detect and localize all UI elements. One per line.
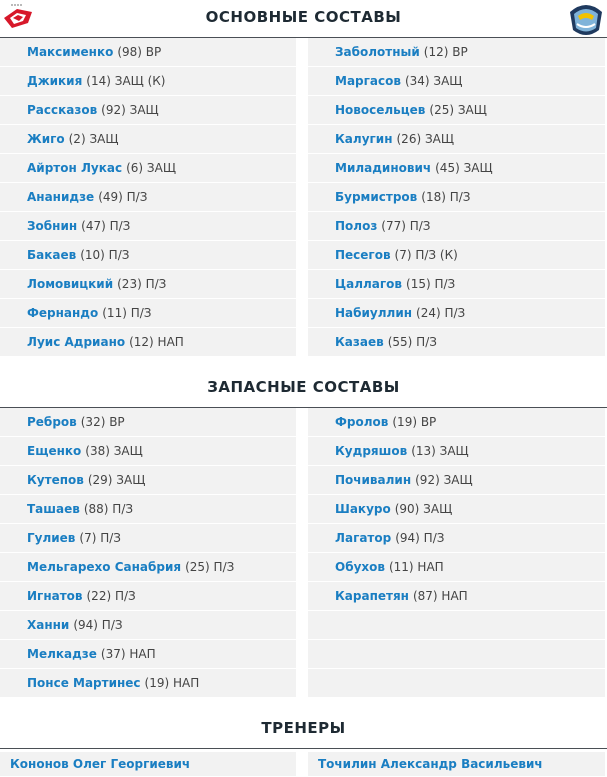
player-row: [0, 553, 296, 582]
player-name-link[interactable]: Зобнин: [27, 219, 78, 233]
player-row: [308, 67, 605, 96]
coaches-divider: [0, 748, 607, 749]
player-name-link[interactable]: Миладинович: [335, 161, 432, 175]
player-name-link[interactable]: Бакаев: [27, 248, 77, 262]
player-row: [308, 125, 605, 154]
player-number-position: (98) ВР: [117, 45, 162, 59]
player-row: [0, 669, 296, 698]
player-row: [308, 212, 605, 241]
player-row: [0, 241, 296, 270]
player-number-position: (24) П/З: [416, 306, 466, 320]
player-number-position: (7) П/З: [79, 531, 121, 545]
player-number-position: (26) ЗАЩ: [396, 132, 454, 146]
player-row: [308, 408, 605, 437]
player-row: [0, 299, 296, 328]
player-name-link[interactable]: Ханни: [27, 618, 70, 632]
player-name-link[interactable]: Гулиев: [27, 531, 76, 545]
player-name-link[interactable]: Ананидзе: [27, 190, 95, 204]
player-row: [308, 96, 605, 125]
player-number-position: (12) ВР: [423, 45, 468, 59]
player-name-link[interactable]: Жиго: [27, 132, 65, 146]
player-number-position: (13) ЗАЩ: [411, 444, 469, 458]
player-row: [0, 38, 296, 67]
lineups-header: ОСНОВНЫЕ СОСТАВЫ: [205, 8, 402, 26]
player-name-link[interactable]: Рассказов: [27, 103, 98, 117]
player-name-link[interactable]: Мелкадзе: [27, 647, 97, 661]
away-coach: [308, 752, 605, 776]
player-number-position: (88) П/З: [83, 502, 134, 516]
player-name-link[interactable]: Кудряшов: [335, 444, 408, 458]
player-number-position: (49) П/З: [98, 190, 148, 204]
player-name-link[interactable]: Ещенко: [27, 444, 82, 458]
player-row: [0, 270, 296, 299]
player-number-position: (55) П/З: [387, 335, 437, 349]
player-number-position: (11) НАП: [388, 560, 444, 574]
empty-row: [308, 611, 605, 640]
player-row: [308, 154, 605, 183]
player-number-position: (38) ЗАЩ: [85, 444, 143, 458]
player-name-link[interactable]: Мельгарехо Санабрия: [27, 560, 182, 574]
player-row: [0, 328, 296, 357]
away-lineup-list: [308, 38, 605, 357]
home-lineup-list: [0, 38, 296, 357]
player-name-link[interactable]: Ломовицкий: [27, 277, 114, 291]
player-row: [308, 241, 605, 270]
player-name-link[interactable]: Айртон Лукас: [27, 161, 123, 175]
player-row: [0, 183, 296, 212]
player-number-position: (94) П/З: [73, 618, 123, 632]
player-row: [308, 437, 605, 466]
player-number-position: (25) П/З: [185, 560, 235, 574]
player-number-position: (15) П/З: [406, 277, 456, 291]
player-row: [308, 38, 605, 67]
player-number-position: (22) П/З: [86, 589, 136, 603]
player-name-link[interactable]: Цаллагов: [335, 277, 403, 291]
player-row: [0, 611, 296, 640]
player-name-link[interactable]: Кутепов: [27, 473, 84, 487]
player-number-position: (14) ЗАЩ (К): [86, 74, 166, 88]
player-row: [0, 582, 296, 611]
player-number-position: (11) П/З: [102, 306, 152, 320]
player-row: [308, 299, 605, 328]
player-row: [308, 582, 605, 611]
player-row: [308, 183, 605, 212]
player-number-position: (25) ЗАЩ: [429, 103, 487, 117]
player-number-position: (29) ЗАЩ: [87, 473, 146, 487]
player-number-position: (10) П/З: [80, 248, 130, 262]
player-number-position: (45) ЗАЩ: [435, 161, 493, 175]
player-number-position: (87) НАП: [412, 589, 468, 603]
player-number-position: (2) ЗАЩ: [68, 132, 119, 146]
player-row: [308, 466, 605, 495]
player-row: [0, 466, 296, 495]
player-row: [0, 125, 296, 154]
player-row: [0, 640, 296, 669]
player-name-link[interactable]: Джикия: [27, 74, 83, 88]
player-name-link[interactable]: Ташаев: [27, 502, 80, 516]
home-subs-list: [0, 408, 296, 698]
player-name-link[interactable]: Набиуллин: [335, 306, 413, 320]
player-name-link[interactable]: Песегов: [335, 248, 391, 262]
player-number-position: (37) НАП: [100, 647, 156, 661]
player-row: [0, 154, 296, 183]
player-row: [308, 270, 605, 299]
home-coach: [0, 752, 296, 776]
player-number-position: (7) П/З (К): [394, 248, 458, 262]
player-name-link[interactable]: Понсе Мартинес: [27, 676, 141, 690]
empty-row: [308, 640, 605, 669]
subs-header: ЗАПАСНЫЕ СОСТАВЫ: [207, 378, 400, 396]
player-name-link[interactable]: Карапетян: [335, 589, 409, 603]
player-name-link[interactable]: Фернандо: [27, 306, 99, 320]
player-number-position: (32) ВР: [80, 415, 125, 429]
player-name-link[interactable]: Бурмистров: [335, 190, 418, 204]
player-number-position: (90) ЗАЩ: [394, 502, 453, 516]
player-row: [308, 524, 605, 553]
player-name-link[interactable]: Новосельцев: [335, 103, 426, 117]
player-number-position: (23) П/З: [117, 277, 167, 291]
player-name-link[interactable]: Заболотный: [335, 45, 420, 59]
player-name-link[interactable]: Калугин: [335, 132, 393, 146]
player-number-position: (94) П/З: [395, 531, 445, 545]
player-number-position: (77) П/З: [381, 219, 431, 233]
player-name-link[interactable]: Луис Адриано: [27, 335, 126, 349]
player-number-position: (19) ВР: [392, 415, 437, 429]
coach-name-link[interactable]: Кононов Олег Георгиевич: [10, 757, 191, 771]
player-name-link[interactable]: Маргасов: [335, 74, 401, 88]
player-row: [308, 328, 605, 357]
player-number-position: (47) П/З: [81, 219, 131, 233]
player-name-link[interactable]: Фролов: [335, 415, 389, 429]
coach-row: [0, 752, 296, 776]
player-name-link[interactable]: Лагатор: [335, 531, 392, 545]
player-number-position: (6) ЗАЩ: [126, 161, 176, 175]
player-number-position: (12) НАП: [129, 335, 184, 349]
coach-name-link[interactable]: Точилин Александр Васильевич: [318, 757, 543, 771]
player-row: [0, 495, 296, 524]
away-subs-list: [308, 408, 605, 698]
player-row: [0, 437, 296, 466]
player-row: [0, 96, 296, 125]
player-name-link[interactable]: Максименко: [27, 45, 114, 59]
player-number-position: (19) НАП: [144, 676, 200, 690]
player-name-link[interactable]: Шакуро: [335, 502, 391, 516]
player-name-link[interactable]: Полоз: [335, 219, 378, 233]
empty-row: [308, 669, 605, 698]
player-number-position: (18) П/З: [421, 190, 471, 204]
player-name-link[interactable]: Почивалин: [335, 473, 412, 487]
player-row: [0, 212, 296, 241]
player-number-position: (34) ЗАЩ: [404, 74, 463, 88]
player-number-position: (92) ЗАЩ: [101, 103, 159, 117]
player-row: [0, 408, 296, 437]
player-row: [0, 67, 296, 96]
player-name-link[interactable]: Ребров: [27, 415, 77, 429]
coaches-header: ТРЕНЕРЫ: [261, 719, 346, 737]
player-name-link[interactable]: Игнатов: [27, 589, 83, 603]
coach-row: [308, 752, 605, 776]
player-row: [308, 553, 605, 582]
player-number-position: (92) ЗАЩ: [415, 473, 473, 487]
player-name-link[interactable]: Обухов: [335, 560, 385, 574]
player-name-link[interactable]: Казаев: [335, 335, 384, 349]
player-row: [308, 495, 605, 524]
player-row: [0, 524, 296, 553]
